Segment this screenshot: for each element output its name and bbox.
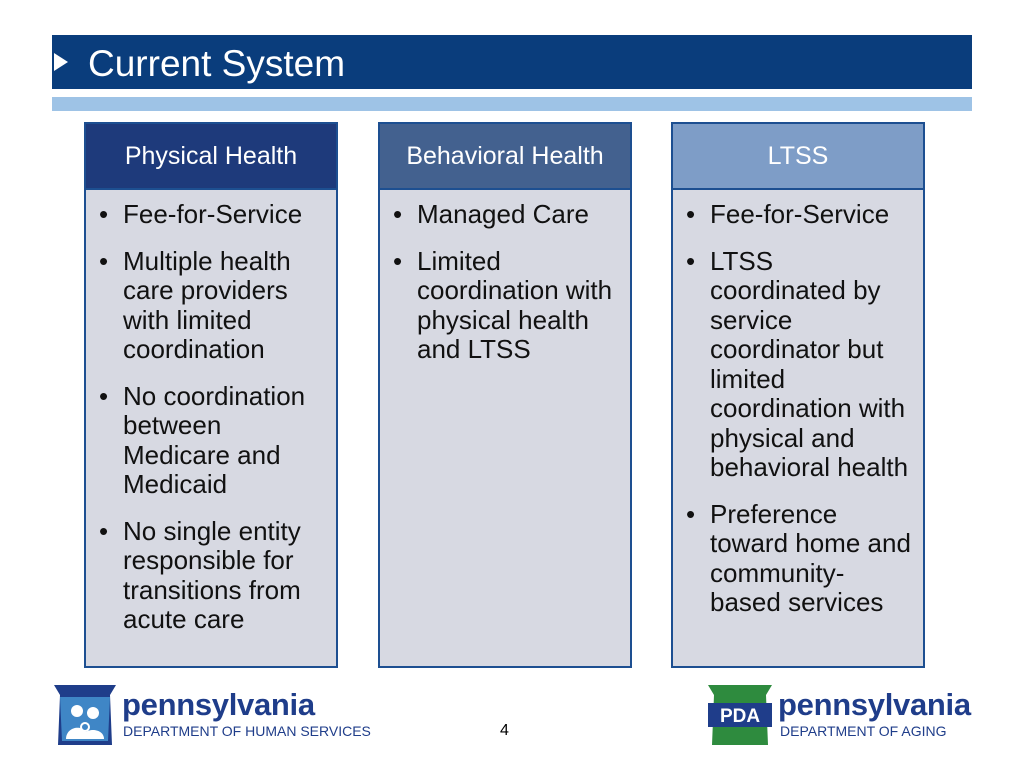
panel-ltss: [671, 122, 925, 668]
panel-header-behavioral-health: Behavioral Health: [380, 124, 630, 190]
bullet-item: • Multiple health care providers with limited coordination: [96, 247, 326, 365]
panel-physical-health: [84, 122, 338, 668]
dhs-logo-name: pennsylvania: [122, 687, 315, 722]
page-number: 4: [500, 722, 509, 739]
pda-badge-text: PDA: [719, 706, 761, 727]
title-bar: [52, 35, 972, 89]
panel-header-ltss: LTSS: [673, 124, 923, 190]
bullet-list: [673, 190, 923, 618]
panel-header-physical-health: Physical Health: [86, 124, 336, 190]
title-stripe: [52, 97, 972, 111]
page-title: Current System: [88, 43, 346, 84]
dhs-logo: [52, 683, 371, 747]
bullet-list: [86, 190, 336, 635]
dhs-logo-dept: DEPARTMENT OF HUMAN SERVICES: [123, 723, 371, 739]
bullet-list: [380, 190, 630, 365]
aging-logo-dept: DEPARTMENT OF AGING: [780, 723, 947, 739]
bullet-item: • No coordination between Medicare and Medicaid: [96, 382, 326, 500]
bullet-item: • No single entity responsible for transitions from acute care: [96, 517, 326, 635]
bullet-item: • Fee-for-Service: [683, 200, 913, 230]
keystone-pda-icon: [706, 683, 774, 747]
bullet-item: • Fee-for-Service: [96, 200, 326, 230]
panel-behavioral-health: [378, 122, 632, 668]
bullet-item: • Preference toward home and community-based services: [683, 500, 913, 618]
bullet-item: • Managed Care: [390, 200, 620, 230]
keystone-family-icon: [52, 683, 118, 747]
bullet-item: • Limited coordination with physical health and LTSS: [390, 247, 620, 365]
bullet-item: • LTSS coordinated by service coordinator but limited coordination with physical and behavioral health: [683, 247, 913, 483]
title-arrow-icon: [54, 53, 68, 71]
aging-logo: [706, 683, 971, 747]
aging-logo-name: pennsylvania: [778, 687, 971, 722]
